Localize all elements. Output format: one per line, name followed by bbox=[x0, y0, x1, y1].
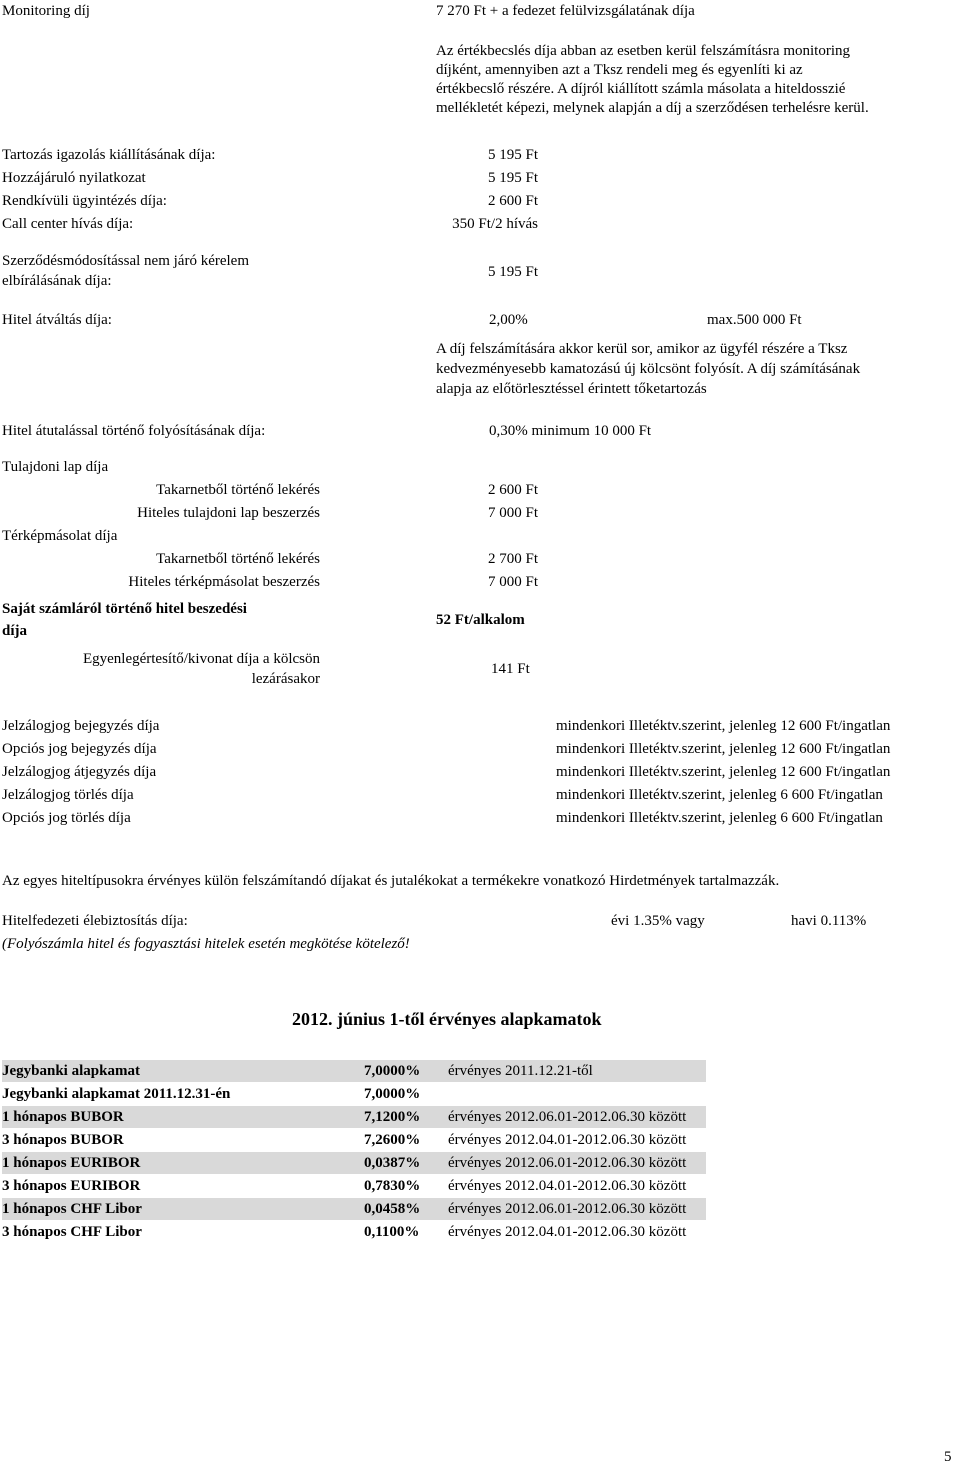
conversion-max: max.500 000 Ft bbox=[707, 312, 802, 328]
title-deed-sub1-label: Takarnetből történő lekérés bbox=[156, 482, 320, 498]
registry-value: mindenkori Illetéktv.szerint, jelenleg 12 600 Ft/ingatlan bbox=[556, 741, 891, 757]
title-deed-sub2-label: Hiteles tulajdoni lap beszerzés bbox=[137, 505, 320, 521]
own-account-label-line2: díja bbox=[2, 623, 28, 639]
fee-value: 5 195 Ft bbox=[487, 170, 538, 186]
rate-name: 3 hónapos BUBOR bbox=[2, 1132, 124, 1148]
own-account-value: 52 Ft/alkalom bbox=[436, 612, 525, 628]
contract-mod-label-line1: Szerződésmódosítással nem járó kérelem bbox=[2, 253, 250, 269]
registry-value: mindenkori Illetéktv.szerint, jelenleg 6 600 Ft/ingatlan bbox=[556, 810, 883, 826]
rate-name: 3 hónapos CHF Libor bbox=[2, 1224, 142, 1240]
registry-label: Opciós jog törlés díja bbox=[2, 810, 131, 826]
rate-name: 3 hónapos EURIBOR bbox=[2, 1178, 141, 1194]
map-copy-sub2-value: 7 000 Ft bbox=[487, 574, 538, 590]
rate-row bbox=[2, 1106, 706, 1128]
rate-row bbox=[2, 1060, 706, 1082]
registry-label: Jelzálogjog átjegyzés díja bbox=[2, 764, 157, 780]
rate-note: érvényes 2012.04.01-2012.06.30 között bbox=[448, 1178, 687, 1194]
monitoring-value: 7 270 Ft + a fedezet felülvizsgálatának díja bbox=[436, 3, 695, 19]
insurance-annual: évi 1.35% vagy bbox=[611, 913, 705, 929]
monitoring-note-line4: mellékletét képezi, melynek alapján a díj a szerződésen terhelésre kerül. bbox=[436, 100, 869, 116]
map-copy-sub2-label: Hiteles térképmásolat beszerzés bbox=[128, 574, 320, 590]
rate-note: érvényes 2011.12.21-től bbox=[448, 1063, 593, 1079]
rate-row bbox=[2, 1152, 706, 1174]
rate-note: érvényes 2012.06.01-2012.06.30 között bbox=[448, 1155, 687, 1171]
rate-row bbox=[2, 1198, 706, 1220]
statement-label-line1: Egyenlegértesítő/kivonat díja a kölcsön bbox=[82, 651, 320, 667]
statement-value: 141 Ft bbox=[491, 661, 530, 677]
fee-value: 350 Ft/2 hívás bbox=[452, 216, 538, 232]
fee-label: Tartozás igazolás kiállításának díja: bbox=[2, 147, 216, 163]
map-copy-label: Térképmásolat díja bbox=[2, 528, 118, 544]
rate-value: 7,1200% bbox=[364, 1109, 421, 1125]
conversion-note-line1: A díj felszámítására akkor kerül sor, amikor az ügyfél részére a Tksz bbox=[436, 341, 848, 357]
rate-note: érvényes 2012.04.01-2012.06.30 között bbox=[448, 1132, 687, 1148]
fee-label: Hozzájáruló nyilatkozat bbox=[2, 170, 146, 186]
rate-name: Jegybanki alapkamat 2011.12.31-én bbox=[2, 1086, 231, 1102]
contract-mod-value: 5 195 Ft bbox=[487, 264, 538, 280]
page-number: 5 bbox=[944, 1449, 952, 1465]
conversion-percent: 2,00% bbox=[489, 312, 528, 328]
rate-value: 0,0458% bbox=[364, 1201, 421, 1217]
rate-note: érvényes 2012.06.01-2012.06.30 között bbox=[448, 1201, 687, 1217]
contract-mod-label-line2: elbírálásának díja: bbox=[2, 273, 112, 289]
registry-label: Jelzálogjog bejegyzés díja bbox=[2, 718, 160, 734]
rate-row bbox=[2, 1129, 732, 1151]
rate-name: Jegybanki alapkamat bbox=[2, 1063, 140, 1079]
title-deed-sub1-value: 2 600 Ft bbox=[487, 482, 538, 498]
insurance-note: (Folyószámla hitel és fogyasztási hitelek esetén megkötése kötelező! bbox=[2, 936, 410, 952]
rate-name: 1 hónapos CHF Libor bbox=[2, 1201, 142, 1217]
rate-value: 0,1100% bbox=[364, 1224, 420, 1240]
fee-label: Call center hívás díja: bbox=[2, 216, 134, 232]
map-copy-sub1-label: Takarnetből történő lekérés bbox=[156, 551, 320, 567]
rate-value: 0,0387% bbox=[364, 1155, 421, 1171]
fee-value: 2 600 Ft bbox=[487, 193, 538, 209]
rate-value: 7,0000% bbox=[364, 1086, 421, 1102]
rate-name: 1 hónapos EURIBOR bbox=[2, 1155, 141, 1171]
monitoring-note-line2: díjként, amennyiben azt a Tksz rendeli meg és egyenlíti ki az bbox=[436, 62, 803, 78]
rate-row bbox=[2, 1221, 732, 1243]
rate-row bbox=[2, 1083, 732, 1105]
monitoring-note-line3: értékbecslő részére. A díjról kiállított számla másolata a hiteldosszié bbox=[436, 81, 846, 97]
conversion-note-line2: kedvezményesebb kamatozású új kölcsönt folyósít. A díj számításának bbox=[436, 361, 861, 377]
registry-label: Jelzálogjog törlés díja bbox=[2, 787, 134, 803]
general-note: Az egyes hiteltípusokra érvényes külön felszámítandó díjakat és jutalékokat a termékekre vonatkozó Hirdetmények tartalmazzák. bbox=[2, 873, 780, 889]
fee-value: 5 195 Ft bbox=[487, 147, 538, 163]
insurance-monthly: havi 0.113% bbox=[791, 913, 867, 929]
monitoring-note-line1: Az értékbecslés díja abban az esetben kerül felszámításra monitoring bbox=[436, 43, 850, 59]
monitoring-label: Monitoring díj bbox=[2, 3, 90, 19]
title-deed-label: Tulajdoni lap díja bbox=[2, 459, 109, 475]
rate-row bbox=[2, 1175, 732, 1197]
rates-title: 2012. június 1-től érvényes alapkamatok bbox=[292, 1009, 602, 1029]
rate-value: 7,0000% bbox=[364, 1063, 421, 1079]
map-copy-sub1-value: 2 700 Ft bbox=[487, 551, 538, 567]
rate-value: 7,2600% bbox=[364, 1132, 421, 1148]
insurance-label: Hitelfedezeti élebiztosítás díja: bbox=[2, 913, 188, 929]
registry-value: mindenkori Illetéktv.szerint, jelenleg 12 600 Ft/ingatlan bbox=[556, 718, 891, 734]
title-deed-sub2-value: 7 000 Ft bbox=[487, 505, 538, 521]
rate-value: 0,7830% bbox=[364, 1178, 421, 1194]
fee-label: Rendkívüli ügyintézés díja: bbox=[2, 193, 167, 209]
conversion-note-line3: alapja az előtörlesztéssel érintett tőketartozás bbox=[436, 381, 707, 397]
rate-name: 1 hónapos BUBOR bbox=[2, 1109, 124, 1125]
transfer-label: Hitel átutalással történő folyósításának díja: bbox=[2, 423, 266, 439]
conversion-label: Hitel átváltás díja: bbox=[2, 312, 112, 328]
own-account-label-line1: Saját számláról történő hitel beszedési bbox=[2, 601, 247, 617]
registry-value: mindenkori Illetéktv.szerint, jelenleg 12 600 Ft/ingatlan bbox=[556, 764, 891, 780]
rate-note: érvényes 2012.04.01-2012.06.30 között bbox=[448, 1224, 687, 1240]
rate-note: érvényes 2012.06.01-2012.06.30 között bbox=[448, 1109, 687, 1125]
registry-label: Opciós jog bejegyzés díja bbox=[2, 741, 157, 757]
statement-label-line2: lezárásakor bbox=[251, 671, 320, 687]
registry-value: mindenkori Illetéktv.szerint, jelenleg 6 600 Ft/ingatlan bbox=[556, 787, 883, 803]
transfer-value: 0,30% minimum 10 000 Ft bbox=[489, 423, 652, 439]
